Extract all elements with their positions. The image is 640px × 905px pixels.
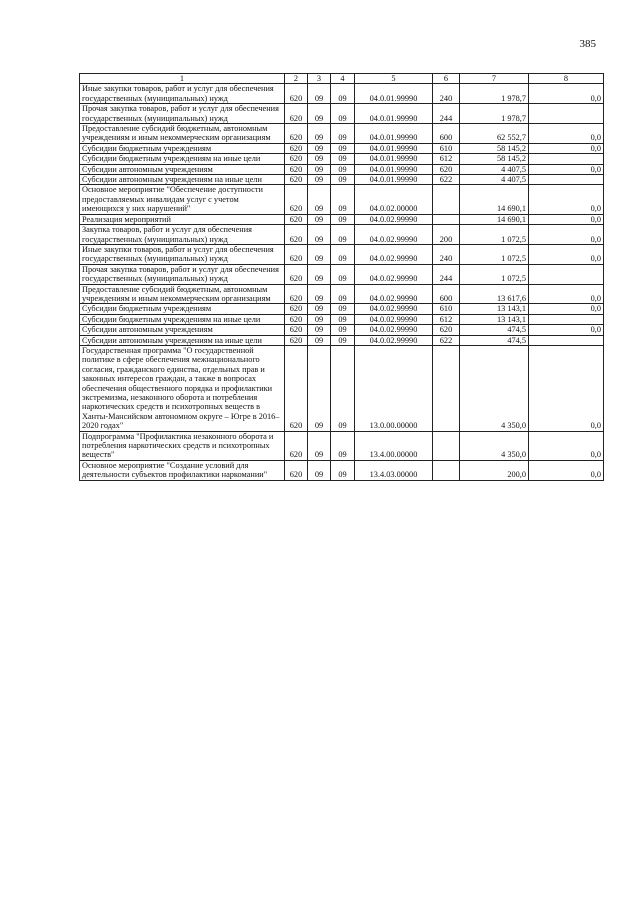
row-value-cell: 09 <box>308 325 331 335</box>
row-value-cell: 0,0 <box>529 124 604 144</box>
budget-table <box>79 73 604 481</box>
row-value-cell: 200,0 <box>460 460 529 480</box>
row-name-cell: Государственная программа "О государственной политике в сфере обеспечения межнационального согласия, гражданского единства, отдельных прав и законных интересов граждан, а также в вопросах обеспечения общественного порядка и профилактики экстремизма, незаконного оборота и потребления наркотических средств и психотропных веществ в Ханты-Мансийском автономном округе – Югре в 2016–2020 годах" <box>80 345 285 431</box>
row-value-cell <box>529 314 604 324</box>
row-value-cell: 09 <box>308 84 331 104</box>
row-name-cell: Субсидии бюджетным учреждениям <box>80 304 285 314</box>
table-row <box>80 104 604 124</box>
row-value-cell: 620 <box>433 164 460 174</box>
row-value-cell: 09 <box>331 124 355 144</box>
table-row <box>80 335 604 345</box>
row-value-cell: 620 <box>285 325 308 335</box>
row-name-cell: Основное мероприятие "Создание условий для деятельности субъектов профилактики наркомании" <box>80 460 285 480</box>
row-value-cell: 09 <box>308 154 331 164</box>
table-row <box>80 124 604 144</box>
row-value-cell: 474,5 <box>460 325 529 335</box>
row-value-cell: 09 <box>308 225 331 245</box>
row-name-cell: Прочая закупка товаров, работ и услуг для обеспечения государственных (муниципальных) нужд <box>80 104 285 124</box>
row-value-cell: 244 <box>433 264 460 284</box>
row-value-cell: 620 <box>285 143 308 153</box>
row-value-cell: 620 <box>285 335 308 345</box>
table-row <box>80 460 604 480</box>
row-value-cell: 620 <box>285 244 308 264</box>
row-value-cell: 4 350,0 <box>460 431 529 460</box>
row-value-cell: 09 <box>331 345 355 431</box>
row-value-cell: 09 <box>308 304 331 314</box>
table-row <box>80 431 604 460</box>
table-row <box>80 154 604 164</box>
header-cell: 8 <box>529 74 604 84</box>
row-value-cell: 622 <box>433 335 460 345</box>
row-name-cell: Субсидии автономным учреждениям <box>80 325 285 335</box>
row-value-cell: 610 <box>433 143 460 153</box>
row-value-cell: 04.0.01.99990 <box>355 143 433 153</box>
row-value-cell: 14 690,1 <box>460 214 529 224</box>
row-value-cell: 09 <box>331 214 355 224</box>
row-value-cell: 620 <box>285 314 308 324</box>
row-value-cell: 240 <box>433 84 460 104</box>
row-value-cell: 09 <box>308 314 331 324</box>
row-value-cell: 620 <box>285 84 308 104</box>
table-row <box>80 225 604 245</box>
row-value-cell: 200 <box>433 225 460 245</box>
row-value-cell: 09 <box>331 225 355 245</box>
row-value-cell <box>529 154 604 164</box>
table-row <box>80 314 604 324</box>
row-value-cell: 04.0.01.99990 <box>355 164 433 174</box>
row-name-cell: Основное мероприятие "Обеспечение доступности предоставляемых инвалидам услуг с учетом имеющихся у них нарушений" <box>80 185 285 214</box>
row-value-cell <box>433 214 460 224</box>
row-value-cell: 09 <box>308 164 331 174</box>
row-value-cell <box>433 431 460 460</box>
row-value-cell: 0,0 <box>529 225 604 245</box>
row-value-cell: 620 <box>285 154 308 164</box>
row-value-cell <box>433 185 460 214</box>
table-row <box>80 143 604 153</box>
row-value-cell: 240 <box>433 244 460 264</box>
row-value-cell: 0,0 <box>529 143 604 153</box>
row-value-cell: 612 <box>433 314 460 324</box>
row-value-cell: 474,5 <box>460 335 529 345</box>
row-value-cell: 04.0.02.99990 <box>355 335 433 345</box>
row-value-cell <box>433 345 460 431</box>
row-value-cell: 09 <box>308 431 331 460</box>
row-value-cell: 620 <box>285 284 308 304</box>
row-value-cell: 09 <box>308 104 331 124</box>
row-value-cell: 04.0.02.99990 <box>355 225 433 245</box>
row-value-cell: 09 <box>308 244 331 264</box>
row-name-cell: Закупка товаров, работ и услуг для обеспечения государственных (муниципальных) нужд <box>80 225 285 245</box>
row-name-cell: Субсидии автономным учреждениям на иные цели <box>80 335 285 345</box>
row-value-cell: 0,0 <box>529 244 604 264</box>
row-value-cell: 09 <box>308 143 331 153</box>
row-value-cell: 09 <box>331 431 355 460</box>
row-value-cell: 62 552,7 <box>460 124 529 144</box>
row-value-cell: 09 <box>331 335 355 345</box>
page-number: 385 <box>579 38 596 50</box>
row-value-cell: 13.4.03.00000 <box>355 460 433 480</box>
row-value-cell: 13 143,1 <box>460 314 529 324</box>
row-value-cell: 13 143,1 <box>460 304 529 314</box>
row-value-cell: 620 <box>285 214 308 224</box>
row-value-cell: 09 <box>331 154 355 164</box>
table-row <box>80 345 604 431</box>
table-row <box>80 284 604 304</box>
row-value-cell: 0,0 <box>529 164 604 174</box>
header-cell: 4 <box>331 74 355 84</box>
row-value-cell: 620 <box>285 185 308 214</box>
header-cell: 3 <box>308 74 331 84</box>
row-name-cell: Субсидии автономным учреждениям <box>80 164 285 174</box>
row-value-cell <box>529 335 604 345</box>
row-value-cell: 13.4.00.00000 <box>355 431 433 460</box>
row-name-cell: Прочая закупка товаров, работ и услуг для обеспечения государственных (муниципальных) нужд <box>80 264 285 284</box>
header-cell: 2 <box>285 74 308 84</box>
header-row <box>80 74 604 84</box>
row-value-cell: 620 <box>285 304 308 314</box>
table-row <box>80 244 604 264</box>
row-value-cell: 04.0.02.99990 <box>355 214 433 224</box>
table-row <box>80 214 604 224</box>
row-value-cell: 09 <box>331 143 355 153</box>
row-value-cell <box>433 460 460 480</box>
row-name-cell: Субсидии бюджетным учреждениям <box>80 143 285 153</box>
row-value-cell: 09 <box>308 284 331 304</box>
row-value-cell: 04.0.02.99990 <box>355 325 433 335</box>
row-value-cell: 1 072,5 <box>460 244 529 264</box>
row-name-cell: Предоставление субсидий бюджетным, автономным учреждениям и иным некоммерческим организациям <box>80 284 285 304</box>
row-value-cell: 09 <box>331 244 355 264</box>
row-name-cell: Иные закупки товаров, работ и услуг для обеспечения государственных (муниципальных) нужд <box>80 244 285 264</box>
row-value-cell: 0,0 <box>529 325 604 335</box>
row-value-cell: 09 <box>331 175 355 185</box>
row-value-cell: 09 <box>331 314 355 324</box>
row-value-cell: 58 145,2 <box>460 143 529 153</box>
row-value-cell: 0,0 <box>529 284 604 304</box>
row-value-cell: 620 <box>285 225 308 245</box>
row-value-cell: 04.0.01.99990 <box>355 175 433 185</box>
row-value-cell: 1 072,5 <box>460 264 529 284</box>
row-name-cell: Субсидии бюджетным учреждениям на иные цели <box>80 154 285 164</box>
row-value-cell: 09 <box>308 175 331 185</box>
row-value-cell: 620 <box>285 175 308 185</box>
row-value-cell: 09 <box>308 185 331 214</box>
row-name-cell: Иные закупки товаров, работ и услуг для обеспечения государственных (муниципальных) нужд <box>80 84 285 104</box>
row-name-cell: Субсидии автономным учреждениям на иные цели <box>80 175 285 185</box>
table-row <box>80 164 604 174</box>
row-value-cell: 620 <box>285 164 308 174</box>
row-value-cell: 0,0 <box>529 431 604 460</box>
row-value-cell: 04.0.01.99990 <box>355 124 433 144</box>
table-row <box>80 325 604 335</box>
row-value-cell: 610 <box>433 304 460 314</box>
row-value-cell: 1 072,5 <box>460 225 529 245</box>
row-value-cell: 09 <box>308 264 331 284</box>
row-value-cell: 04.0.01.99990 <box>355 104 433 124</box>
row-value-cell: 4 350,0 <box>460 345 529 431</box>
row-value-cell: 04.0.01.99990 <box>355 84 433 104</box>
row-value-cell: 09 <box>331 264 355 284</box>
row-value-cell: 58 145,2 <box>460 154 529 164</box>
row-value-cell <box>529 264 604 284</box>
row-value-cell: 0,0 <box>529 460 604 480</box>
row-value-cell: 600 <box>433 124 460 144</box>
row-value-cell: 13.0.00.00000 <box>355 345 433 431</box>
table-row <box>80 304 604 314</box>
row-value-cell: 620 <box>285 345 308 431</box>
row-value-cell: 620 <box>433 325 460 335</box>
header-cell: 1 <box>80 74 285 84</box>
row-value-cell: 0,0 <box>529 345 604 431</box>
row-value-cell: 622 <box>433 175 460 185</box>
row-value-cell: 4 407,5 <box>460 175 529 185</box>
row-value-cell: 620 <box>285 264 308 284</box>
row-value-cell: 09 <box>331 104 355 124</box>
row-name-cell: Подпрограмма "Профилактика незаконного оборота и потребления наркотических средств и психотропных веществ" <box>80 431 285 460</box>
row-value-cell: 09 <box>308 460 331 480</box>
row-value-cell: 09 <box>331 460 355 480</box>
row-value-cell: 04.0.01.99990 <box>355 154 433 164</box>
row-value-cell: 04.0.02.99990 <box>355 304 433 314</box>
row-name-cell: Реализация мероприятий <box>80 214 285 224</box>
row-value-cell: 1 978,7 <box>460 84 529 104</box>
row-value-cell <box>529 175 604 185</box>
row-value-cell: 600 <box>433 284 460 304</box>
row-value-cell: 09 <box>308 345 331 431</box>
row-value-cell: 612 <box>433 154 460 164</box>
row-value-cell: 09 <box>331 84 355 104</box>
row-value-cell: 0,0 <box>529 214 604 224</box>
row-value-cell: 04.0.02.00000 <box>355 185 433 214</box>
table-row <box>80 264 604 284</box>
row-value-cell: 09 <box>308 335 331 345</box>
row-value-cell: 04.0.02.99990 <box>355 314 433 324</box>
row-value-cell: 13 617,6 <box>460 284 529 304</box>
row-value-cell: 09 <box>331 304 355 314</box>
row-value-cell: 620 <box>285 104 308 124</box>
row-value-cell: 620 <box>285 460 308 480</box>
row-value-cell: 09 <box>331 185 355 214</box>
row-name-cell: Предоставление субсидий бюджетным, автономным учреждениям и иным некоммерческим организациям <box>80 124 285 144</box>
row-value-cell: 1 978,7 <box>460 104 529 124</box>
row-value-cell: 04.0.02.99990 <box>355 244 433 264</box>
header-cell: 7 <box>460 74 529 84</box>
row-value-cell: 0,0 <box>529 304 604 314</box>
row-value-cell: 620 <box>285 124 308 144</box>
table-row <box>80 84 604 104</box>
row-value-cell: 14 690,1 <box>460 185 529 214</box>
row-value-cell: 04.0.02.99990 <box>355 284 433 304</box>
header-cell: 5 <box>355 74 433 84</box>
row-value-cell <box>529 104 604 124</box>
row-value-cell: 620 <box>285 431 308 460</box>
row-value-cell: 0,0 <box>529 185 604 214</box>
row-value-cell: 09 <box>331 325 355 335</box>
table-row <box>80 175 604 185</box>
table-row <box>80 185 604 214</box>
row-value-cell: 09 <box>308 124 331 144</box>
row-value-cell: 09 <box>308 214 331 224</box>
row-value-cell: 09 <box>331 164 355 174</box>
row-value-cell: 4 407,5 <box>460 164 529 174</box>
header-cell: 6 <box>433 74 460 84</box>
row-value-cell: 09 <box>331 284 355 304</box>
row-value-cell: 244 <box>433 104 460 124</box>
row-value-cell: 04.0.02.99990 <box>355 264 433 284</box>
row-name-cell: Субсидии бюджетным учреждениям на иные цели <box>80 314 285 324</box>
row-value-cell: 0,0 <box>529 84 604 104</box>
